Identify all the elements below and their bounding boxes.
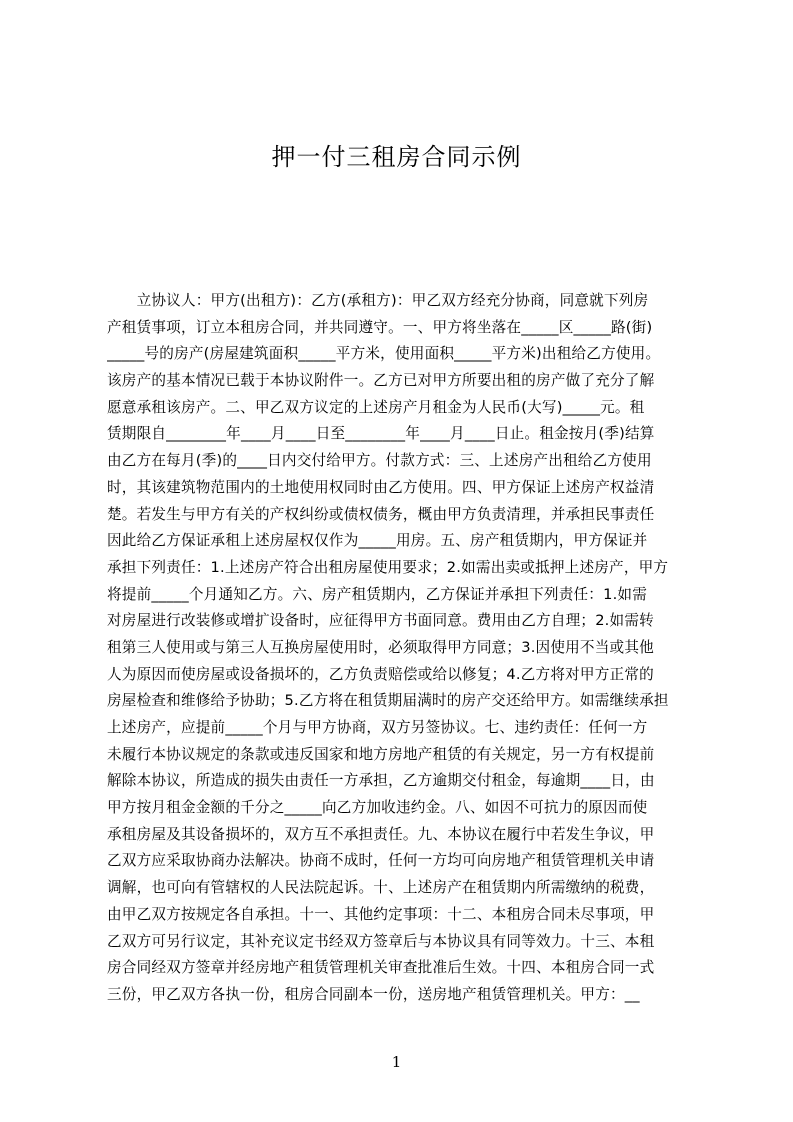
body-line: 乙双方应采取协商办法解决。协商不成时，任何一方均可向房地产租赁管理机关申请 <box>107 852 655 870</box>
body-line: 甲方按月租金金额的千分之_____向乙方加收违约金。八、如因不可抗力的原因而使 <box>107 799 648 817</box>
body-line: 楚。若发生与甲方有关的产权纠纷或债权债务，概由甲方负责清理，并承担民事责任 <box>107 505 655 523</box>
body-line: 解除本协议，所造成的损失由责任一方承担，乙方逾期交付租金，每逾期____日，由 <box>107 772 655 790</box>
body-line: 未履行本协议规定的条款或违反国家和地方房地产租赁的有关规定，另一方有权提前 <box>107 745 655 763</box>
body-line: 承租房屋及其设备损坏的，双方互不承担责任。九、本协议在履行中若发生争议，甲 <box>107 825 655 843</box>
page-number: 1 <box>391 1053 402 1071</box>
document-title: 押一付三租房合同示例 <box>271 143 522 171</box>
body-line: 因此给乙方保证承租上述房屋权仅作为_____用房。五、房产租赁期内，甲方保证并 <box>107 532 648 550</box>
body-line: 调解，也可向有管辖权的人民法院起诉。十、上述房产在租赁期内所需缴纳的税费， <box>107 879 655 897</box>
body-line: 房屋检查和维修给予协助；5.乙方将在租赁期届满时的房产交还给甲方。如需继续承担 <box>107 692 669 710</box>
body-line: 人为原因而使房屋或设备损坏的，乙方负责赔偿或给以修复；4.乙方将对甲方正常的 <box>107 665 654 683</box>
contract-body <box>107 288 699 1009</box>
body-line: 将提前_____个月通知乙方。六、房产租赁期内，乙方保证并承担下列责任：1.如需 <box>107 585 648 603</box>
body-line: 租第三人使用或与第三人互换房屋使用时，必须取得甲方同意；3.因使用不当或其他 <box>107 638 654 656</box>
body-line: 由乙方在每月(季)的____日内交付给甲方。付款方式：三、上述房产出租给乙方使用 <box>107 452 652 470</box>
body-line: 赁期限自________年____月____日至________年____月____日止。租金按月(季)结算 <box>107 425 655 443</box>
body-line: 立协议人：甲方(出租方)：乙方(承租方)：甲乙双方经充分协商，同意就下列房 <box>107 292 649 309</box>
body-line: 该房产的基本情况已载于本协议附件一。乙方已对甲方所要出租的房产做了充分了解 <box>107 372 655 390</box>
body-line: 产租赁事项，订立本租房合同，并共同遵守。一、甲方将坐落在_____区_____路(街) <box>107 318 653 336</box>
body-line: 上述房产，应提前_____个月与甲方协商，双方另签协议。七、违约责任：任何一方 <box>107 719 648 736</box>
body-line: 乙双方可另行议定，其补充议定书经双方签章后与本协议具有同等效力。十三、本租 <box>107 932 655 950</box>
body-line: 对房屋进行改装修或增扩设备时，应征得甲方书面同意。费用由乙方自理；2.如需转 <box>107 612 654 630</box>
body-line: _____号的房产(房屋建筑面积_____平方米，使用面积_____平方米)出租给乙方使用。 <box>107 345 661 363</box>
body-line: 房合同经双方签章并经房地产租赁管理机关审查批准后生效。十四、本租房合同一式 <box>107 959 655 977</box>
body-line: 承担下列责任：1.上述房产符合出租房屋使用要求；2.如需出卖或抵押上述房产，甲方 <box>107 558 669 576</box>
body-line: 愿意承租该房产。二、甲乙双方议定的上述房产月租金为人民币(大写)_____元。租 <box>107 398 645 416</box>
body-line: 由甲乙双方按规定各自承担。十一、其他约定事项：十二、本租房合同未尽事项，甲 <box>107 905 655 923</box>
body-line: 时，其该建筑物范围内的土地使用权同时由乙方使用。四、甲方保证上述房产权益清 <box>107 478 655 496</box>
body-line: 三份，甲乙双方各执一份，租房合同副本一份，送房地产租赁管理机关。甲方：__ <box>107 985 640 1003</box>
